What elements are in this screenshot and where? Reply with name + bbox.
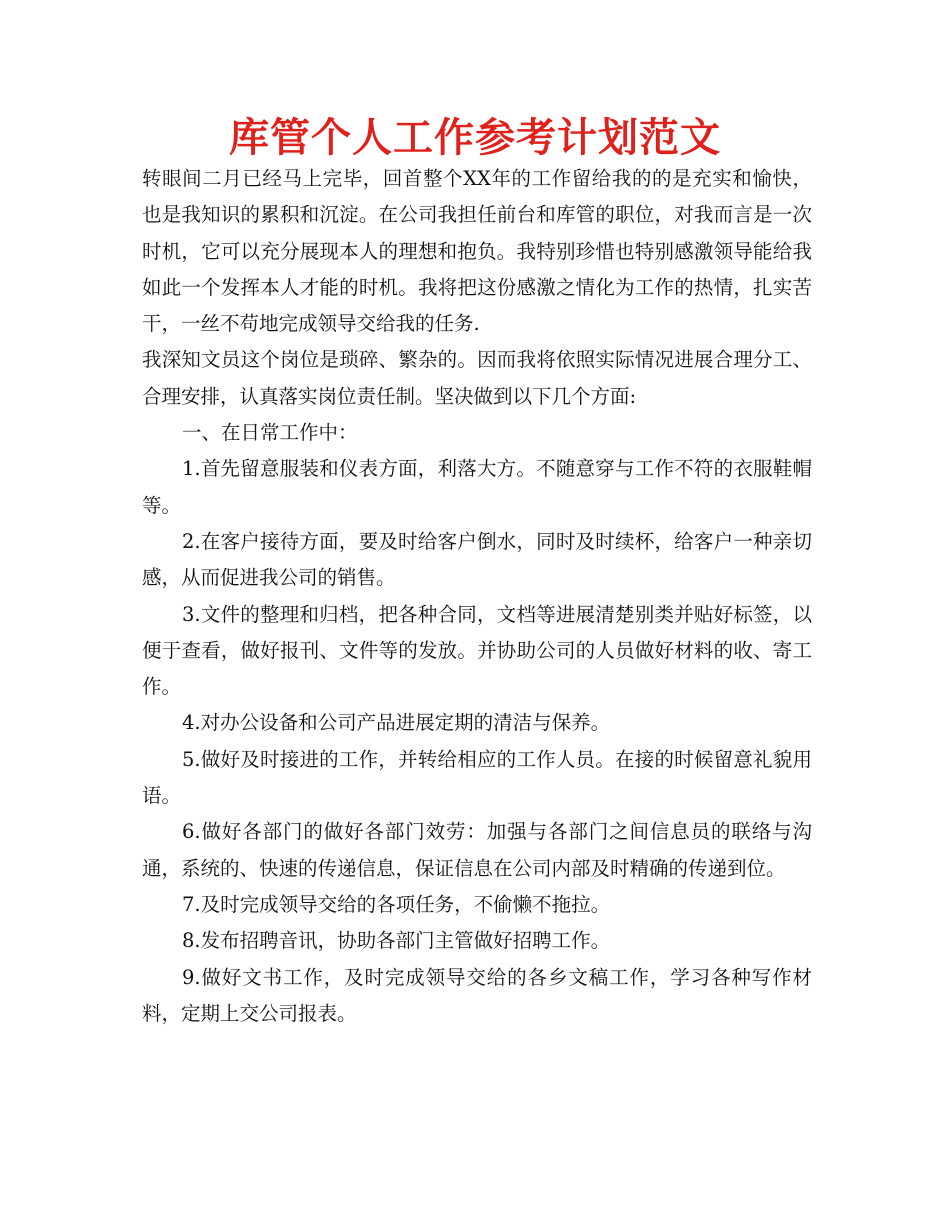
list-item-2: 2.在客户接待方面，要及时给客户倒水，同时及时续杯，给客户一种亲切感，从而促进我公司的销售。 <box>142 529 812 590</box>
document-body <box>142 161 812 1032</box>
list-item-6: 6.做好各部门的做好各部门效劳：加强与各部门之间信息员的联络与沟通，系统的、快速的传递信息，保证信息在公司内部及时精确的传递到位。 <box>142 820 812 880</box>
list-item-5: 5.做好及时接进的工作，并转给相应的工作人员。在接的时候留意礼貌用语。 <box>142 747 812 808</box>
list-item-1: 1.首先留意服装和仪表方面，利落大方。不随意穿与工作不符的衣服鞋帽等。 <box>142 457 812 517</box>
list-item-4: 4.对办公设备和公司产品进展定期的清洁与保养。 <box>182 711 611 735</box>
list-item-9: 9.做好文书工作，及时完成领导交给的各乡文稿工作，学习各种写作材料，定期上交公司报表。 <box>142 965 812 1025</box>
paragraph-intro: 转眼间二月已经马上完毕，回首整个XX年的工作留给我的的是充实和愉快，也是我知识的累积和沉淀。在公司我担任前台和库管的职位，对我而言是一次时机，它可以充分展现本人的理想和抱负。我特别珍惜也特别感激领导能给我如此一个发挥本人才能的时机。我将把这份感激之情化为工作的热情，扎实苦干，一丝不苟地完成领导交给我的任务. <box>142 167 812 336</box>
section-heading-daily-work: 一、在日常工作中： <box>182 421 358 445</box>
paragraph-duties-overview: 我深知文员这个岗位是琐碎、繁杂的。因而我将依照实际情况进展合理分工、合理安排，认真落实岗位责任制。坚决做到以下几个方面: <box>142 348 812 408</box>
document-title: 库管个人工作参考计划范文 <box>229 115 721 161</box>
list-item-7: 7.及时完成领导交给的各项任务，不偷懒不拖拉。 <box>182 892 611 916</box>
list-item-8: 8.发布招聘音讯，协助各部门主管做好招聘工作。 <box>182 929 611 953</box>
list-item-3: 3.文件的整理和归档，把各种合同，文档等进展清楚别类并贴好标签，以便于查看，做好报刊、文件等的发放。并协助公司的人员做好材料的收、寄工作。 <box>142 602 812 699</box>
